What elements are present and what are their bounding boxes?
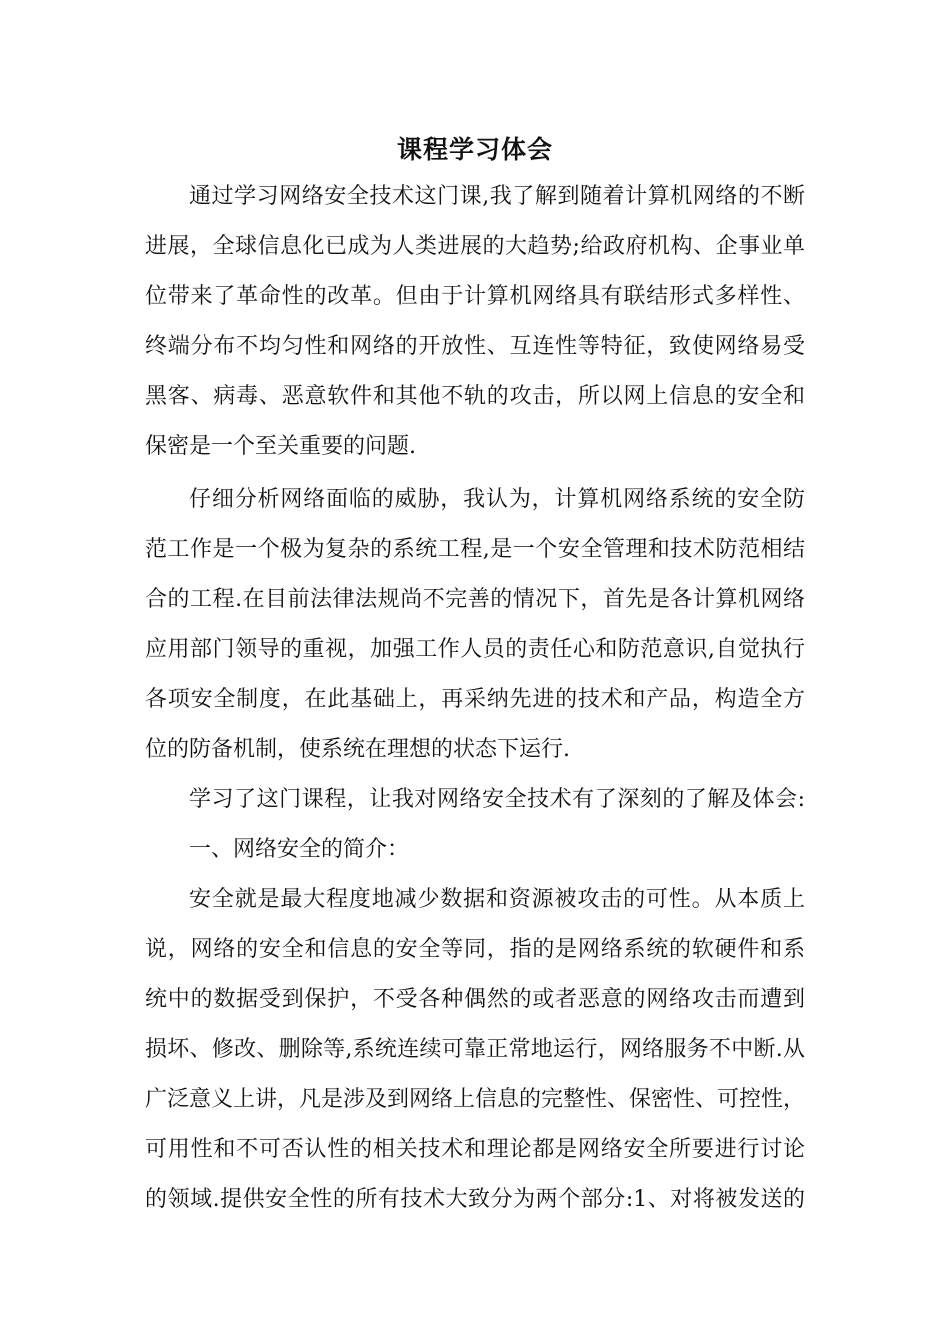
paragraph-2-line-4: 应用部门领导的重视，加强工作人员的责任心和防范意识,自觉执行 bbox=[145, 637, 805, 662]
paragraph-2-line-5: 各项安全制度，在此基础上，再采纳先进的技术和产品，构造全方 bbox=[145, 687, 805, 712]
paragraph-4-line-5: 广泛意义上讲，凡是涉及到网络上信息的完整性、保密性、可控性， bbox=[145, 1087, 805, 1112]
paragraph-1-line-4: 终端分布不均匀性和网络的开放性、互连性等特征，致使网络易受 bbox=[145, 334, 805, 359]
paragraph-1-line-6: 保密是一个至关重要的问题. bbox=[145, 434, 416, 459]
paragraph-4-line-3: 统中的数据受到保护，不受各种偶然的或者恶意的网络攻击而遭到 bbox=[145, 987, 805, 1012]
paragraph-4-line-7: 的领域.提供安全性的所有技术大致分为两个部分:1、对将被发送的 bbox=[145, 1187, 805, 1212]
paragraph-1-line-3: 位带来了革命性的改革。但由于计算机网络具有联结形式多样性、 bbox=[145, 284, 805, 309]
paragraph-1-line-5: 黑客、病毒、恶意软件和其他不轨的攻击，所以网上信息的安全和 bbox=[145, 384, 805, 409]
paragraph-2-line-1: 仔细分析网络面临的威胁，我认为，计算机网络系统的安全防 bbox=[189, 487, 805, 512]
paragraph-2-line-2: 范工作是一个极为复杂的系统工程,是一个安全管理和技术防范相结 bbox=[145, 537, 805, 562]
paragraph-4-line-1: 安全就是最大程度地减少数据和资源被攻击的可性。从本质上 bbox=[189, 887, 805, 912]
paragraph-4-line-2: 说，网络的安全和信息的安全等同，指的是网络系统的软硬件和系 bbox=[145, 937, 805, 962]
document-title: 课程学习体会 bbox=[396, 135, 553, 164]
paragraph-2-line-6: 位的防备机制，使系统在理想的状态下运行. bbox=[145, 737, 570, 762]
paragraph-1-line-2: 进展，全球信息化已成为人类进展的大趋势;给政府机构、企事业单 bbox=[145, 234, 805, 259]
paragraph-3-line-1: 学习了这门课程，让我对网络安全技术有了深刻的了解及体会: bbox=[189, 787, 805, 812]
paragraph-4-line-4: 损坏、修改、删除等,系统连续可靠正常地运行，网络服务不中断.从 bbox=[145, 1037, 805, 1062]
paragraph-1-line-1: 通过学习网络安全技术这门课,我了解到随着计算机网络的不断 bbox=[189, 184, 805, 209]
section-heading: 一、网络安全的简介： bbox=[189, 837, 410, 862]
paragraph-4-line-6: 可用性和不可否认性的相关技术和理论都是网络安全所要进行讨论 bbox=[145, 1137, 805, 1162]
paragraph-2-line-3: 合的工程.在目前法律法规尚不完善的情况下，首先是各计算机网络 bbox=[145, 587, 805, 612]
